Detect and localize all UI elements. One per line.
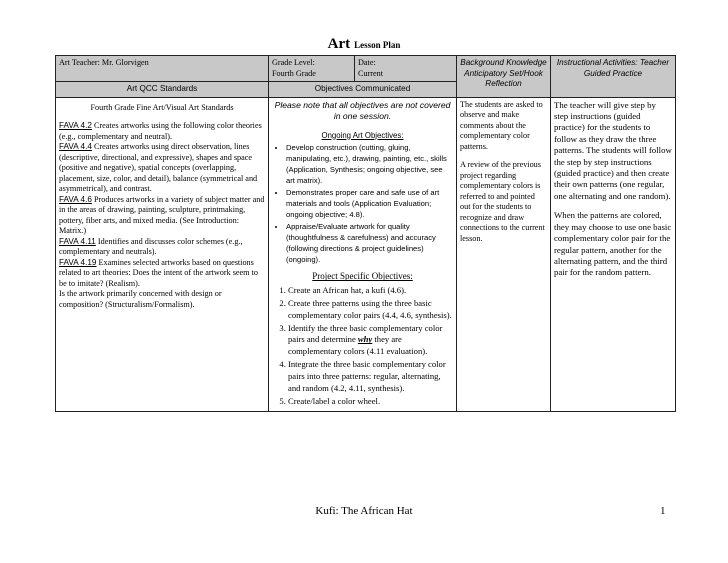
title-main: Art <box>327 36 351 52</box>
standard-code: FAVA 4.2 <box>59 121 92 130</box>
document-title <box>0 35 728 53</box>
standards-cell <box>56 97 269 411</box>
page-number: 1 <box>660 505 666 517</box>
standard-text: Creates artworks using direct observation, lines (descriptive, directional, and expressive), shapes and space (positive and negative), spatial concepts (overlapping, placement, size, color, and detail), balance (symmetrical and asymmetrical), and contrast. <box>59 142 258 193</box>
standard-text: Examines selected artworks based on questions related to art theories: Does the intent of the artwork seem to be to imitate? (Realism). <box>59 257 258 288</box>
specific-objective-item <box>288 298 453 322</box>
date-cell: Date: Current <box>355 56 457 82</box>
footer-title: Kufi: The African Hat <box>315 505 413 517</box>
content-row <box>56 97 676 411</box>
lesson-plan-table <box>55 55 676 412</box>
ongoing-objective-item: • Appraise/Evaluate artwork for quality (thoughtfulness & carefulness) and accuracy (following directions & project guidelines) (ongoing). <box>286 221 453 265</box>
objectives-heading: Objectives Communicated <box>269 82 457 98</box>
ongoing-objectives-list <box>272 142 453 265</box>
objective-text: Integrate the three basic complementary color pairs into three patterns: regular, alternating, and random (4.2, 4.11, synthesis). <box>288 359 446 393</box>
standard-item <box>59 142 265 195</box>
standards-extra: Is the artwork primarily concerned with design or composition? (Structuralism/Formalism). <box>59 289 222 309</box>
standard-item <box>59 237 265 258</box>
standard-code: FAVA 4.19 <box>59 257 97 267</box>
specific-objective-item <box>288 323 453 359</box>
standard-text: Creates artworks using the following color theories (e.g., complementary and neutral). <box>59 121 262 141</box>
standard-text: Identifies and discusses color schemes (e.g., complementary and neutrals). <box>59 236 243 256</box>
standard-item <box>59 121 265 142</box>
specific-objective-item <box>288 359 453 395</box>
teacher-cell: Art Teacher: Mr. Glorvigen <box>56 56 269 82</box>
standards-heading: Art QCC Standards <box>56 82 269 98</box>
objective-text: Create three patterns using the three basic complementary color pairs (4.4, 4.6, synthesis). <box>288 297 452 320</box>
header-row <box>56 56 676 82</box>
activities-p1: The teacher will give step by step instructions (guided practice) for the students to follow as they draw the three patterns. The students will follow the step by step instructions (guided practice) and then create their own patterns (one regular, one alternating and one random). <box>554 99 672 201</box>
standards-subheading: Fourth Grade Fine Art/Visual Art Standards <box>90 102 234 112</box>
standards-list <box>59 121 265 289</box>
activities-cell <box>551 97 676 411</box>
ongoing-objective-item: • Develop construction (cutting, gluing, manipulating, etc.), drawing, painting, etc., skills (Application, Synthesis; ongoing objective, see art matrix). <box>286 142 453 186</box>
background-header: Background Knowledge Anticipatory Set/Hook Reflection <box>457 56 551 98</box>
standard-code: FAVA 4.6 <box>59 194 92 204</box>
specific-objectives-list <box>272 285 453 408</box>
background-cell <box>457 97 551 411</box>
specific-heading: Project Specific Objectives: <box>312 271 413 282</box>
ongoing-heading: Ongoing Art Objectives: <box>321 130 404 140</box>
activities-header: Instructional Activities: Teacher Guided Practice <box>551 56 676 98</box>
ongoing-objective-item: • Demonstrates proper care and safe use of art materials and tools (Application Evaluation; ongoing objective; 4.8). <box>286 187 453 220</box>
standard-code: FAVA 4.11 <box>59 236 96 246</box>
objective-text: Create/label a color wheel. <box>288 395 381 406</box>
objectives-note: Please note that all objectives are not covered in one session. <box>274 99 451 121</box>
objective-text: Create an African hat, a kufi (4.6). <box>288 284 407 295</box>
objective-text: they are complementary colors (4.11 evaluation). <box>288 334 428 357</box>
standard-item <box>59 195 265 237</box>
background-p1: The students are asked to observe and make comments about the complementary color patterns. <box>460 99 543 151</box>
objectives-cell <box>269 97 457 411</box>
title-sub: Lesson Plan <box>354 40 401 50</box>
objective-emphasis: why <box>357 334 373 345</box>
specific-objective-item <box>288 285 453 297</box>
grade-cell: Grade Level: Fourth Grade <box>269 56 355 82</box>
standard-text: Produces artworks in a variety of subject matter and in the areas of drawing, painting, sculpture, printmaking, pottery, fiber arts, and mixed media. (See Introduction: Matrix.) <box>59 194 265 235</box>
objective-text: Identify the three basic complementary color pairs and determine <box>288 322 443 345</box>
standard-code: FAVA 4.4 <box>59 142 92 151</box>
background-p2: A review of the previous project regarding complementary colors is referred to and pointed out for the students to recognize and draw connections to the current lesson. <box>460 160 545 243</box>
standard-item <box>59 258 265 290</box>
specific-objective-item <box>288 396 453 408</box>
activities-p2: When the patterns are colored, they may choose to use one basic complementary color pair for the regular pattern, another for the alternating pattern, and the third pair for the random pattern. <box>554 210 672 278</box>
